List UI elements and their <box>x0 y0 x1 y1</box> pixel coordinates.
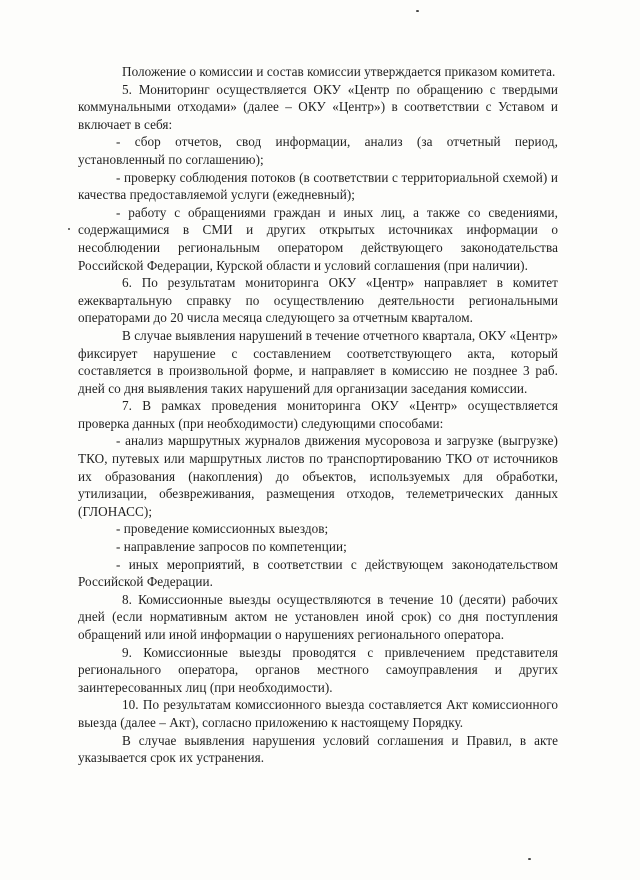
list-item-appeals: - работу с обращениями граждан и иных лиц, а также со сведениями, содержащимися в СМИ и других открытых источниках информации о несоблюдении региональным оператором действующего законодательства Российской Федерации, Курской области и условий соглашения (при наличии). <box>78 204 558 273</box>
paragraph-violation-deadline: В случае выявления нарушения условий соглашения и Правил, в акте указывается срок их устранения. <box>78 732 558 766</box>
paragraph-item-6: 6. По результатам мониторинга ОКУ «Центр» направляет в комитет ежеквартальную справку по осуществлению деятельности региональными операторами до 20 числа месяца следующего за отчетным кварталом. <box>78 275 558 326</box>
paragraph-item-7: 7. В рамках проведения мониторинга ОКУ «Центр» осуществляется проверка данных (при необходимости) следующими способами: <box>78 398 558 431</box>
list-item-field-visits: - проведение комиссионных выездов; <box>116 521 329 537</box>
list-item-requests: - направление запросов по компетенции; <box>116 539 347 555</box>
scan-speck <box>68 228 70 230</box>
paragraph-item-5: 5. Мониторинг осуществляется ОКУ «Центр по обращению с твердыми коммунальными отходами» (далее – ОКУ «Центр») в соответствии с Уставом и включает в себя: <box>78 81 558 132</box>
paragraph-item-10: 10. По результатам комиссионного выезда составляется Акт комиссионного выезда (далее – Акт), согласно приложению к настоящему Порядку. <box>78 697 558 730</box>
document-body <box>78 63 558 767</box>
paragraph-item-9: 9. Комиссионные выезды проводятся с привлечением представителя регионального оператора, органов местного самоуправления и других заинтересованных лиц (при необходимости). <box>78 644 558 695</box>
list-item-route-analysis: - анализ маршрутных журналов движения мусоровоза и загрузке (выгрузке) ТКО, путевых или маршрутных листов по транспортированию ТКО от источников их образования (накопления) до объектов, используемых для обработки, утилизации, обезвреживания, размещения отходов, телеметрических данных (ГЛОНАСС); <box>78 433 558 519</box>
list-item-reports: - сбор отчетов, свод информации, анализ (за отчетный период, установленный по соглашению); <box>78 134 558 167</box>
list-item-other-measures: - иных мероприятий, в соответствии с действующем законодательством Российской Федерации. <box>78 556 558 590</box>
paragraph-commission-order: Положение о комиссии и состав комиссии утверждается приказом комитета. <box>122 64 556 79</box>
paragraph-violations-quarter: В случае выявления нарушений в течение отчетного квартала, ОКУ «Центр» фиксирует нарушение с составлением соответствующего акта, который составляется в произвольной форме, и направляет в комиссию не позднее 3 раб. дней со дня выявления таких нарушений для организации заседания комиссии. <box>78 327 558 396</box>
scan-speck <box>416 10 419 12</box>
paragraph-item-8: 8. Комиссионные выезды осуществляются в течение 10 (десяти) рабочих дней (если нормативным актом не установлен иной срок) со дня поступления обращений или иной информации о нарушениях регионального оператора. <box>78 591 558 642</box>
list-item-flow-check: - проверку соблюдения потоков (в соответствии с территориальной схемой) и качества предоставляемой услуги (ежедневный); <box>78 169 558 203</box>
scan-speck <box>528 858 531 860</box>
